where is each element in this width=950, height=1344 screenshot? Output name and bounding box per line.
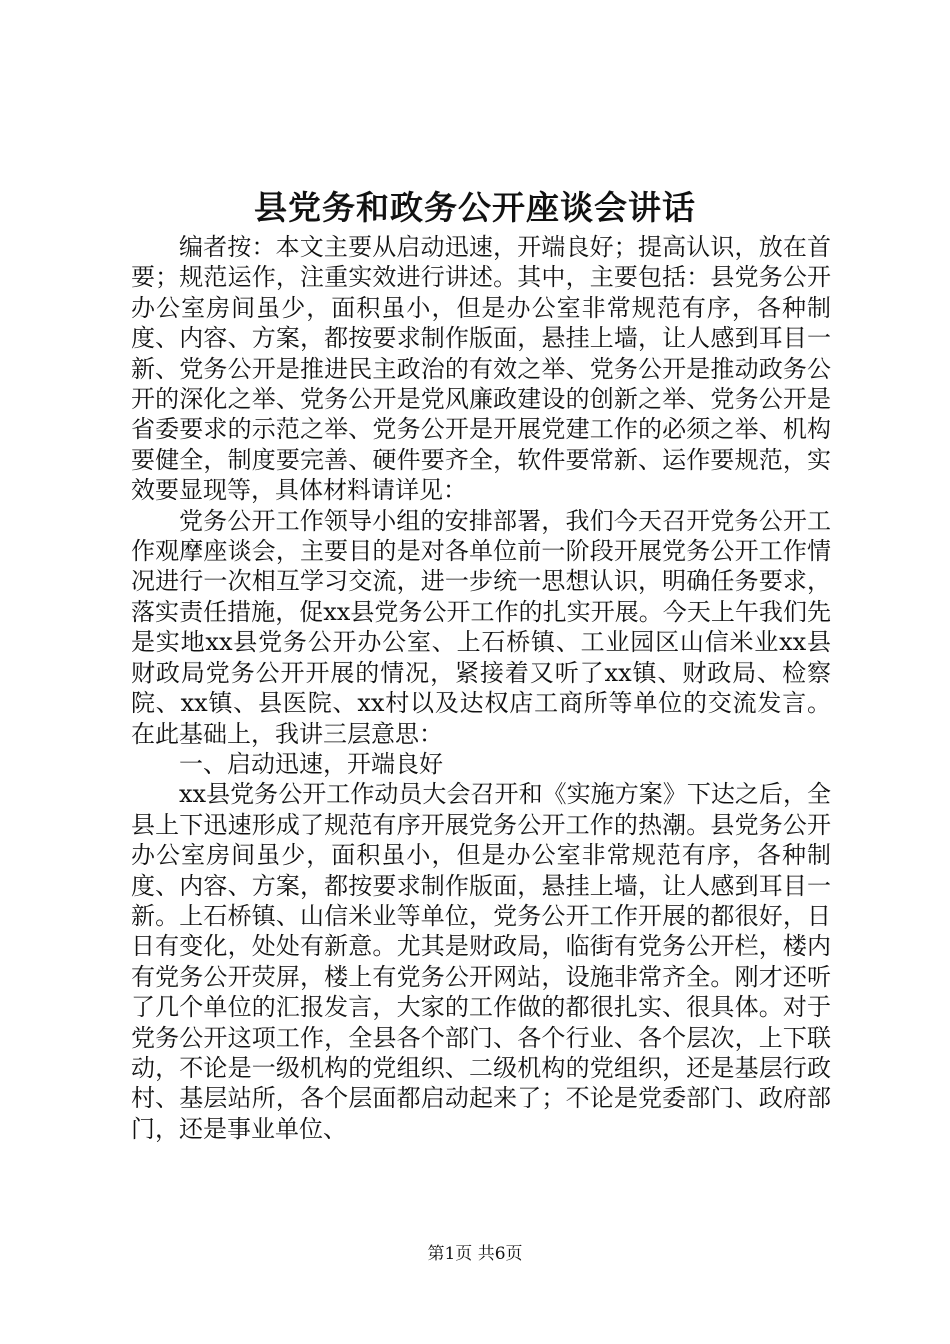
editor-note-paragraph: 编者按：本文主要从启动迅速，开端良好；提高认识，放在首要；规范运作，注重实效进行讲述。其中，主要包括：县党务公开办公室房间虽少，面积虽小，但是办公室非常规范有序，各种制度、内容、方案，都按要求制作版面，悬挂上墙，让人感到耳目一新、党务公开是推进民主政治的有效之举、党务公开是推动政务公开的深化之举、党务公开是党风廉政建设的创新之举、党务公开是省委要求的示范之举、党务公开是开展党建工作的必须之举、机构要健全，制度要完善、硬件要齐全，软件要常新、运作要规范，实效要显现等，具体材料请详见： — [131, 233, 831, 505]
section-heading: 一、启动迅速，开端良好 — [179, 749, 443, 778]
page-number-footer: 第1页 共6页 — [427, 1244, 523, 1264]
document-title: 县党务和政务公开座谈会讲话 — [254, 188, 696, 227]
document-body — [131, 232, 831, 1144]
section-paragraph: xx县党务公开工作动员大会召开和《实施方案》下达之后，全县上下迅速形成了规范有序开展党务公开工作的热潮。县党务公开办公室房间虽少，面积虽小，但是办公室非常规范有序，各种制度、内容、方案，都按要求制作版面，悬挂上墙，让人感到耳目一新。上石桥镇、山信米业等单位，党务公开工作开展的都很好，日日有变化，处处有新意。尤其是财政局，临街有党务公开栏，楼内有党务公开荧屏，楼上有党务公开网站，设施非常齐全。刚才还听了几个单位的汇报发言，大家的工作做的都很扎实、很具体。对于党务公开这项工作，全县各个部门、各个行业、各个层次，上下联动，不论是一级机构的党组织、二级机构的党组织，还是基层行政村、基层站所，各个层面都启动起来了；不论是党委部门、政府部门，还是事业单位、 — [131, 780, 831, 1143]
intro-paragraph: 党务公开工作领导小组的安排部署，我们今天召开党务公开工作观摩座谈会，主要目的是对各单位前一阶段开展党务公开工作情况进行一次相互学习交流，进一步统一思想认识，明确任务要求，落实责任措施，促xx县党务公开工作的扎实开展。今天上午我们先是实地xx县党务公开办公室、上石桥镇、工业园区山信米业xx县财政局党务公开开展的情况，紧接着又听了xx镇、财政局、检察院、xx镇、县医院、xx村以及达权店工商所等单位的交流发言。在此基础上，我讲三层意思： — [131, 506, 831, 748]
